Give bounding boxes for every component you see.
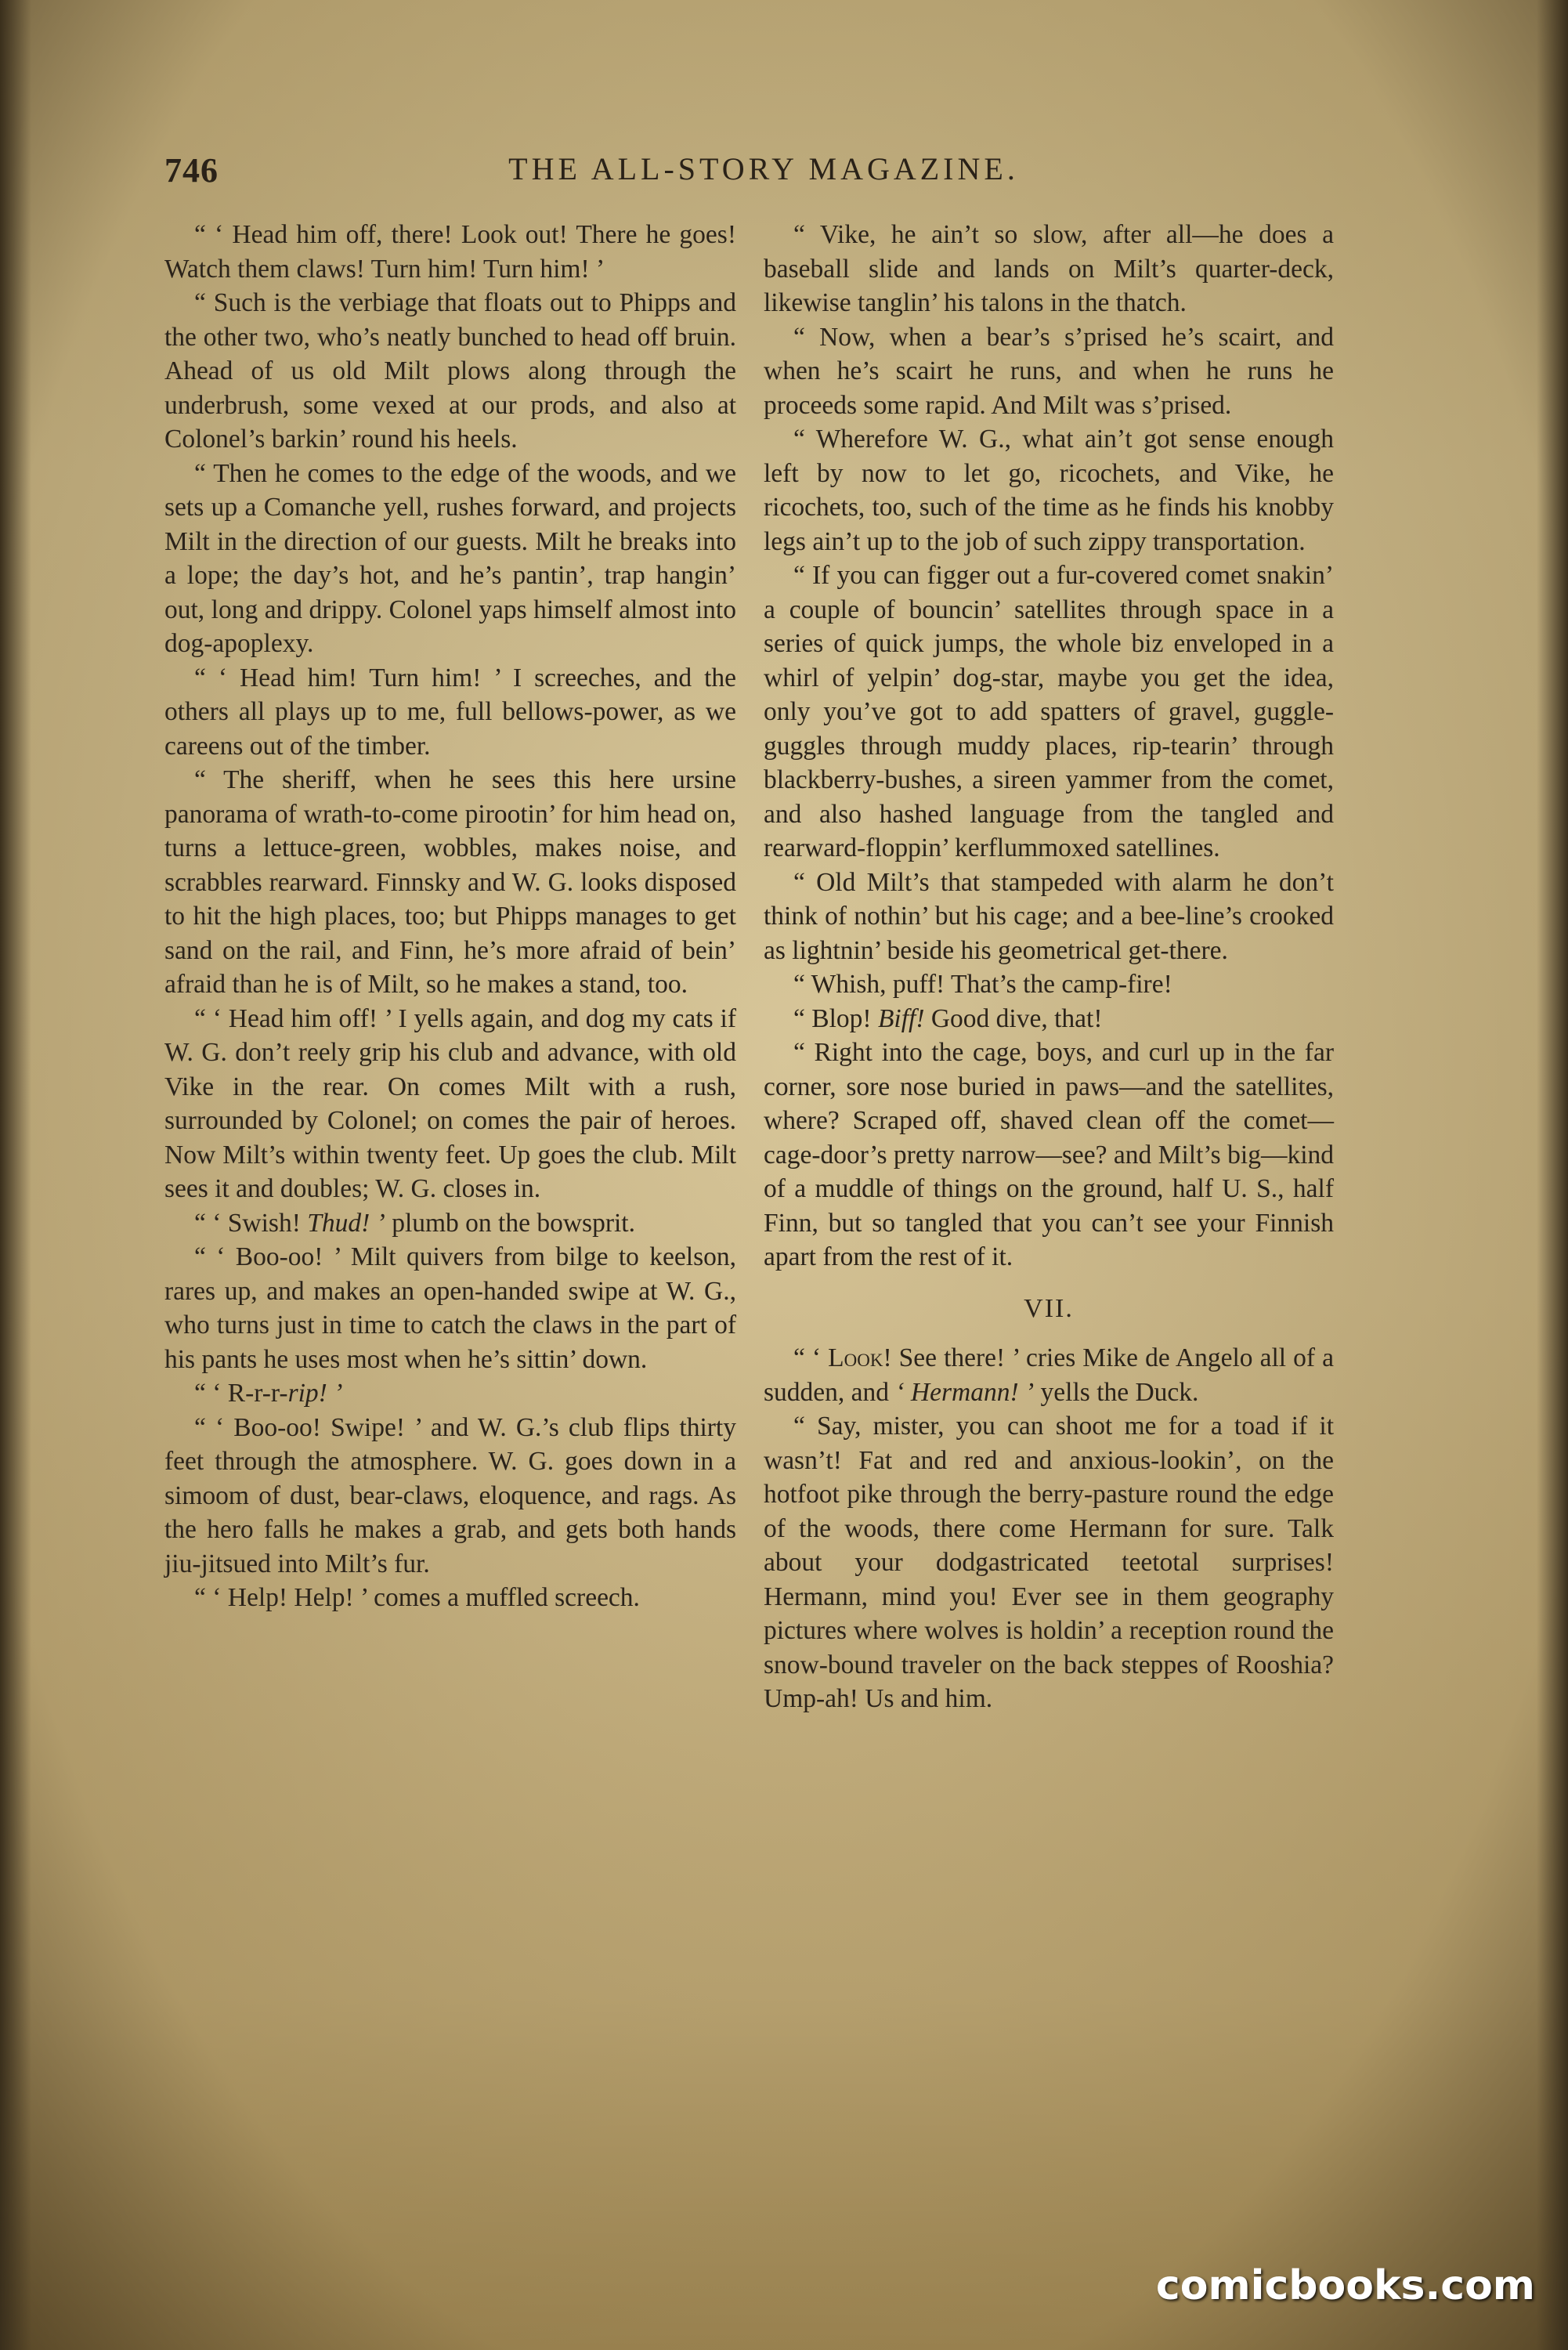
paragraph: [164, 1206, 736, 1241]
paragraph: “ ‘ Boo-oo! Swipe! ’ and W. G.’s club flips thirty feet through the atmosphere. W. G. goes down in a simoom of dust, bear-claws, eloquence, and rags. As the hero falls he makes a grab, and gets both hands jiu-jitsued into Milt’s fur.: [164, 1412, 736, 1578]
paragraph: “ Old Milt’s that stampeded with alarm he don’t think of nothin’ but his cage; and a bee-line’s crooked as lightnin’ beside his geometrical get-there.: [764, 867, 1334, 965]
left-column: [164, 218, 736, 1615]
text-run: “ Blop!: [793, 1003, 878, 1033]
text-run: ! See there! ’ cries Mike de Angelo all of a sudden, and: [764, 1343, 1334, 1407]
page-header: [164, 150, 1363, 197]
paragraph: “ ‘ Head him off, there! Look out! There he goes! Watch them claws! Turn him! Turn him! ’: [164, 220, 736, 284]
paragraph: “ If you can figger out a fur-covered comet snakin’ a couple of bouncin’ satellites through space in a series of quick jumps, the whole biz enveloped in a whirl of yelpin’ dog-star, maybe you get the idea, only you’ve got to add spatters of gravel, guggle-guggles through muddy places, rip-tearin’ through blackberry-bushes, a sireen yammer from the comet, and also hashed language from the tangled and rearward-floppin’ kerflummoxed satellines.: [764, 561, 1334, 862]
italic-text: Thud! ’: [307, 1208, 385, 1238]
running-title: THE ALL-STORY MAGAZINE.: [508, 151, 1019, 186]
paragraph: “ The sheriff, when he sees this here ursine panorama of wrath-to-come pirootin’ for him head on, turns a lettuce-green, wobbles, makes noise, and scrabbles rearward. Finnsky and W. G. looks disposed to hit the high places, too; but Phipps manages to get sand on the rail, and Finn, he’s more afraid of bein’ afraid than he is of Milt, so he makes a stand, too.: [164, 765, 736, 999]
text-run: plumb on the bowsprit.: [385, 1208, 635, 1238]
smallcaps-text: Look: [828, 1343, 883, 1372]
section-heading: VII.: [1024, 1293, 1074, 1323]
paragraph: [764, 1002, 1334, 1036]
paragraph: “ Such is the verbiage that floats out to Phipps and the other two, who’s neatly bunched to head off bruin. Ahead of us old Milt plows along through the underbrush, some vexed at our prods, and also at Colonel’s barkin’ round his heels.: [164, 288, 736, 454]
page-shadow-left: [0, 0, 31, 2350]
italic-text: Biff!: [877, 1003, 925, 1033]
paragraph: “ Now, when a bear’s s’prised he’s scairt, and when he’s scairt he runs, and when he runs he proceeds some rapid. And Milt was s’prised.: [764, 322, 1334, 420]
paragraph: “ ‘ Boo-oo! ’ Milt quivers from bilge to keelson, rares up, and makes an open-handed swipe at W. G., who turns just in time to catch the claws in the part of his pants he uses most when he’s sittin’ down.: [164, 1242, 736, 1374]
watermark: comicbooks.com: [1155, 2262, 1535, 2309]
right-column: [764, 218, 1334, 1716]
text-run: yells the Duck.: [1034, 1377, 1199, 1407]
italic-text: ‘ Hermann! ’: [895, 1377, 1035, 1407]
paragraph: “ Wherefore W. G., what ain’t got sense enough left by now to let go, ricochets, and Vike, he ricochets, too, such of the time as he finds his knobby legs ain’t up to the job of such zippy transportation.: [764, 425, 1334, 556]
text-run: “ ‘: [793, 1343, 829, 1372]
paragraph: “ ‘ Help! Help! ’ comes a muffled screech.: [194, 1583, 640, 1612]
page-shadow-right: [1537, 0, 1568, 2350]
text-run: “ ‘ R-r-r-: [194, 1379, 288, 1408]
paragraph: [164, 1376, 736, 1411]
paragraph: [764, 1341, 1334, 1409]
paragraph: “ Say, mister, you can shoot me for a toad if it wasn’t! Fat and red and anxious-lookin’, on the hotfoot pike through the berry-pasture round the edge of the woods, there come Hermann for sure. Talk about your dodgastricated teetotal surprises! Hermann, mind you! Ever see in them geography pictures where wolves is holdin’ a reception round the snow-bound traveler on the back steppes of Rooshia? Ump-ah! Us and him.: [764, 1412, 1334, 1713]
paragraph: “ Then he comes to the edge of the woods, and we sets up a Comanche yell, rushes forward, and projects Milt in the direction of our guests. Milt he breaks into a lope; the day’s hot, and he’s pantin’, trap hangin’ out, long and drippy. Colonel yaps himself almost into dog-apoplexy.: [164, 458, 736, 658]
paragraph: “ ‘ Head him off! ’ I yells again, and dog my cats if W. G. don’t reely grip his club and advance, with old Vike in the rear. On comes Milt with a rush, surrounded by Colonel; on comes the pair of heroes. Now Milt’s within twenty feet. Up goes the club. Milt sees it and doubles; W. G. closes in.: [164, 1003, 736, 1203]
paragraph: “ ‘ Head him! Turn him! ’ I screeches, and the others all plays up to me, full bellows-power, as we careens out of the timber.: [164, 663, 736, 761]
page-number: 746: [164, 151, 219, 190]
paragraph: “ Whish, puff! That’s the camp-fire!: [793, 970, 1172, 999]
paragraph: “ Vike, he ain’t so slow, after all—he does a baseball slide and lands on Milt’s quarter-deck, likewise tanglin’ his talons in the thatch.: [764, 220, 1334, 317]
paragraph: “ Right into the cage, boys, and curl up in the far corner, sore nose buried in paws—and the satellites, where? Scraped off, shaved clean off the comet—cage-door’s pretty narrow—see? and Milt’s big—kind of a muddle of things on the ground, half U. S., half Finn, but so tangled that you can’t see your Finnish apart from the rest of it.: [764, 1038, 1334, 1271]
italic-text: rip! ’: [287, 1379, 343, 1408]
text-run: “ ‘ Swish!: [194, 1208, 308, 1238]
text-run: Good dive, that!: [924, 1003, 1103, 1033]
